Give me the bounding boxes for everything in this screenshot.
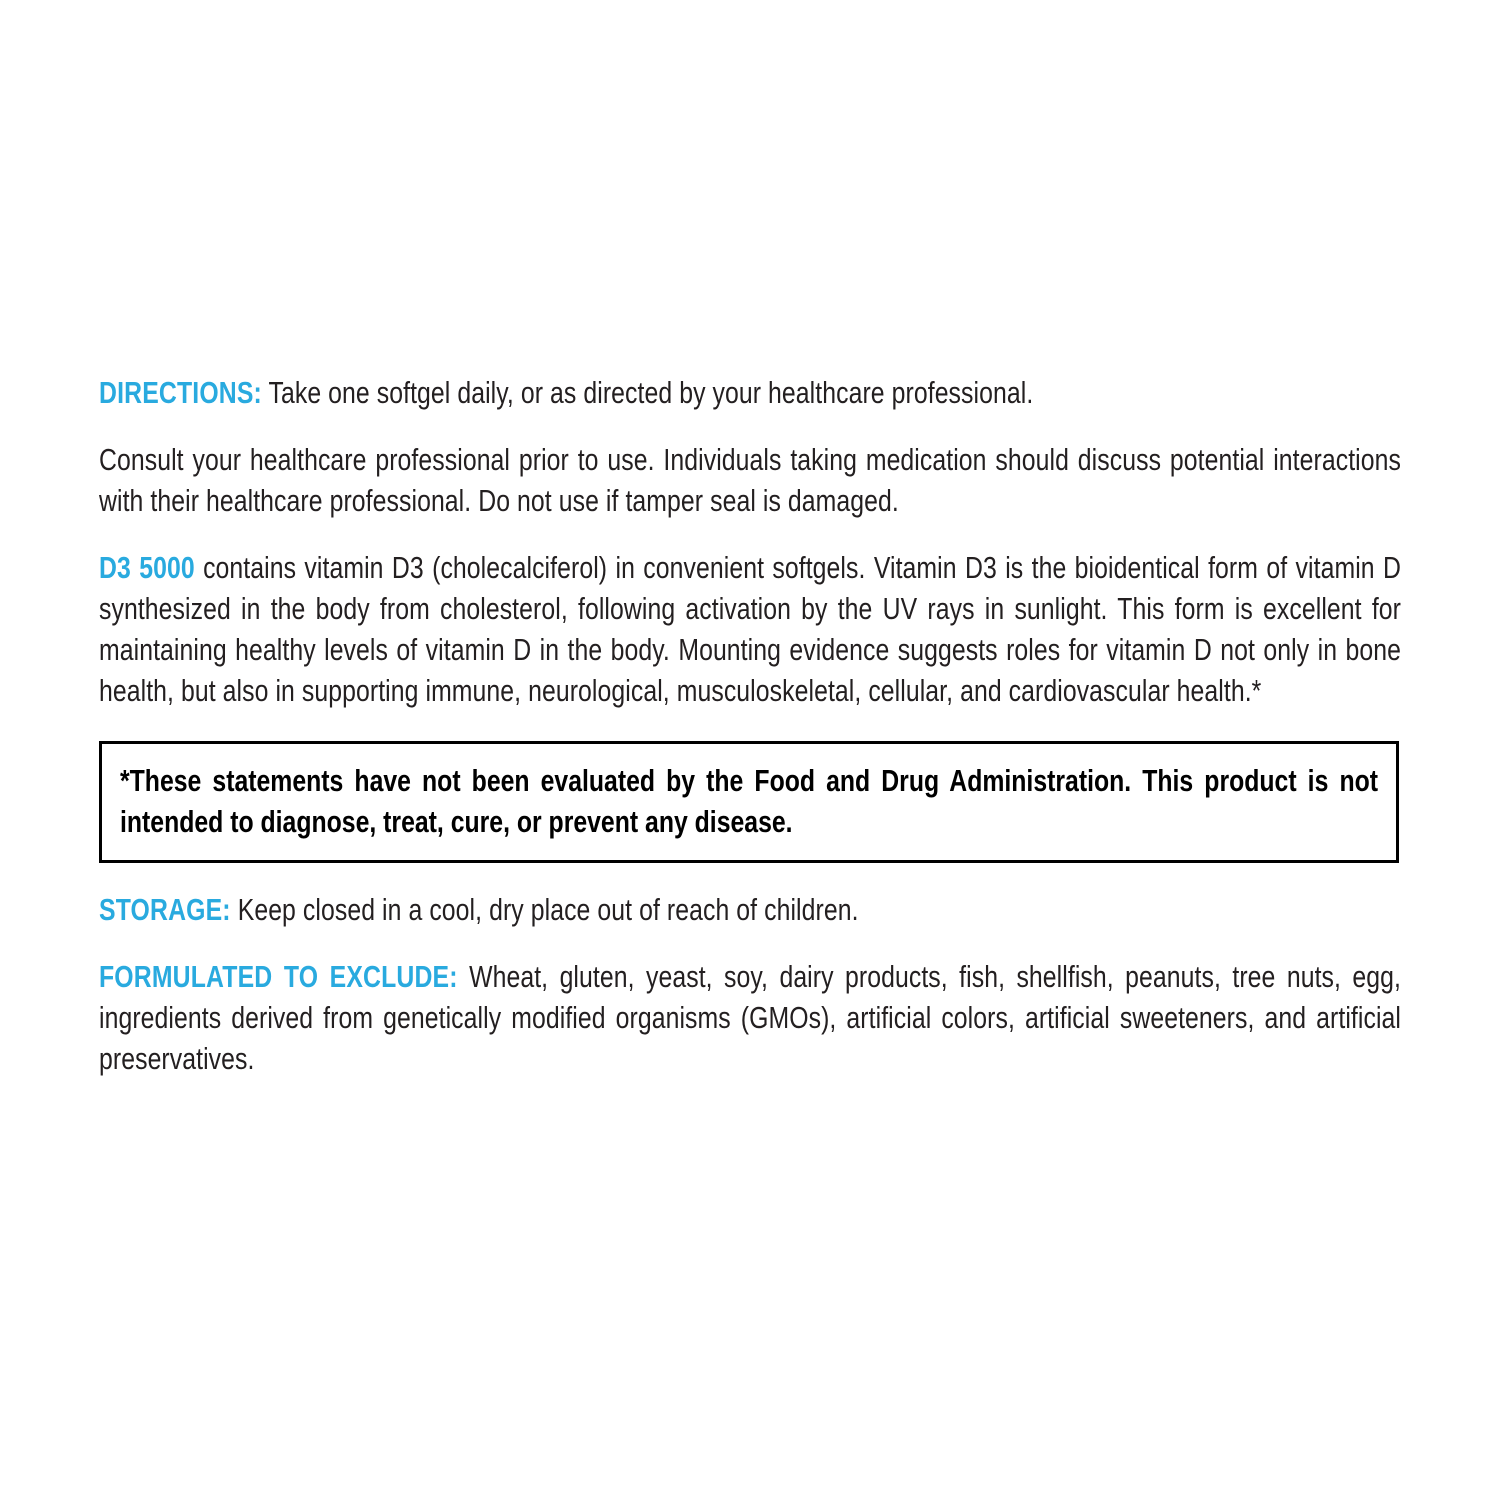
description-section (99, 547, 1401, 711)
storage-section (99, 889, 1401, 930)
fda-disclaimer-text: *These statements have not been evaluated by the Food and Drug Administration. This product is not intended to diagnose, treat, cure, or prevent any disease. (120, 763, 1378, 839)
storage-line (99, 889, 1401, 930)
storage-body: Keep closed in a cool, dry place out of reach of children. (230, 892, 859, 927)
formulated-to-exclude-heading: FORMULATED TO EXCLUDE: (99, 959, 458, 994)
fda-disclaimer-paragraph (120, 760, 1378, 842)
caution-section (99, 439, 1401, 521)
caution-text: Consult your healthcare professional prior to use. Individuals taking medication should discuss potential interactions with their healthcare professional. Do not use if tamper seal is damaged. (99, 442, 1401, 518)
description-line (99, 547, 1401, 711)
formulated-to-exclude-body: Wheat, gluten, yeast, soy, dairy products, fish, shellfish, peanuts, tree nuts, egg, ingredients derived from genetically modified organisms (GMOs), artificial colors, artificial sweeteners, and artificial preservatives. (99, 959, 1401, 1076)
directions-body: Take one softgel daily, or as directed by your healthcare professional. (261, 375, 1034, 410)
product-name: D3 5000 (99, 550, 195, 585)
label-content (99, 372, 1401, 1079)
directions-heading: DIRECTIONS: (99, 375, 262, 410)
formulated-to-exclude-section (99, 956, 1401, 1079)
formulated-to-exclude-line (99, 956, 1401, 1079)
directions-section (99, 372, 1401, 413)
fda-disclaimer-box (99, 741, 1399, 863)
storage-heading: STORAGE: (99, 892, 231, 927)
directions-line (99, 372, 1401, 413)
description-body: contains vitamin D3 (cholecalciferol) in convenient softgels. Vitamin D3 is the bioidentical form of vitamin D synthesized in the body from cholesterol, following activation by the UV rays in sunlight. This form is excellent for maintaining healthy levels of vitamin D in the body. Mounting evidence suggests roles for vitamin D not only in bone health, but also in supporting immune, neurological, musculoskeletal, cellular, and cardiovascular health.* (99, 550, 1401, 708)
